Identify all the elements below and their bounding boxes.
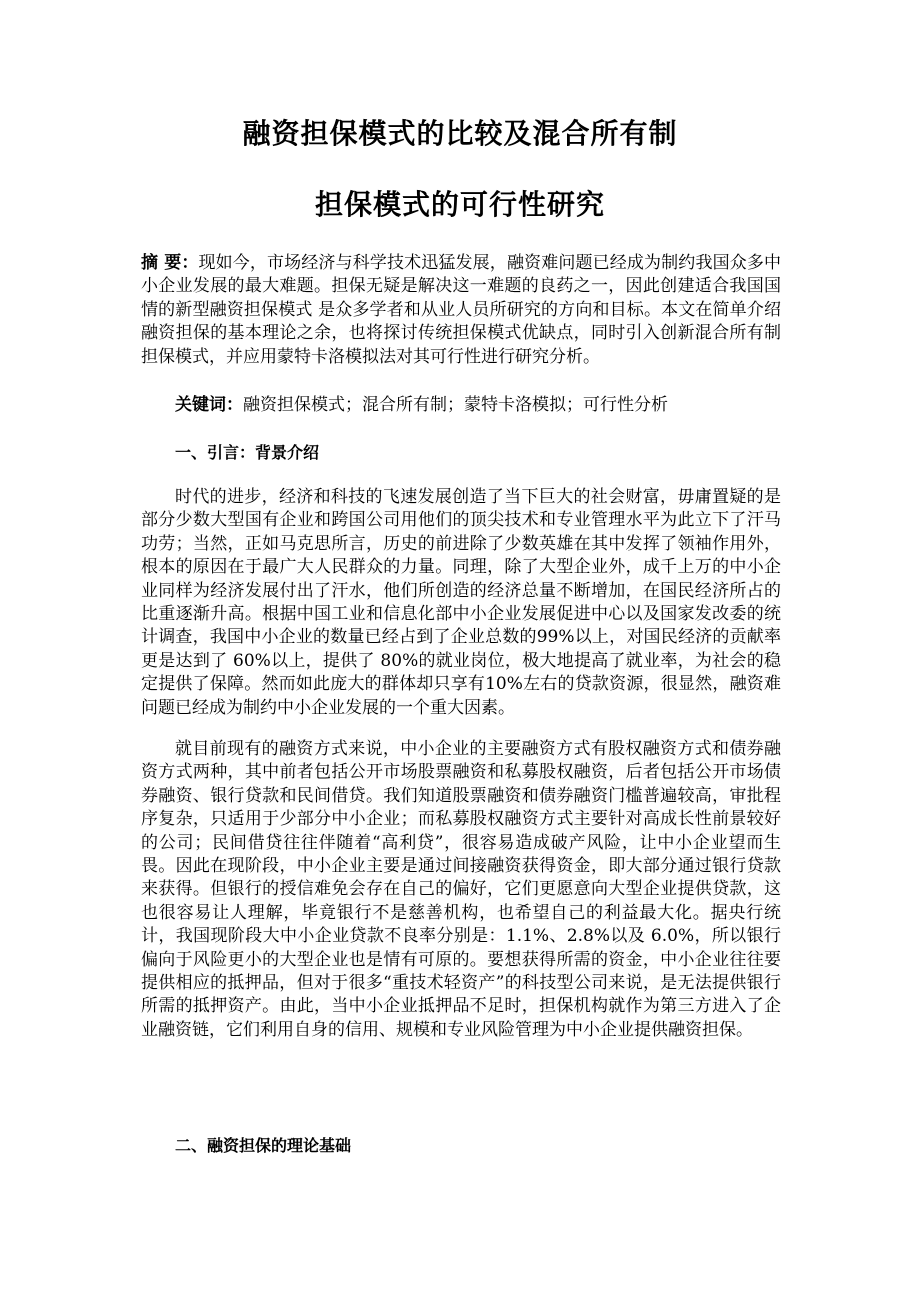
- section-1-paragraph-2: [141, 738, 781, 1042]
- abstract-label: 摘 要：: [141, 253, 199, 273]
- keywords-section: [141, 394, 781, 417]
- paragraph-text: 时代的进步，经济和科技的飞速发展创造了当下巨大的社会财富，毋庸置疑的是部分少数大型国有企业和跨国公司用他们的顶尖技术和专业管理水平为此立下了汗马功劳；当然，正如马克思所言，历史的前进除了少数英雄在其中发挥了领袖作用外，根本的原因在于最广大人民群众的力量。同理，除了大型企业外，成千上万的中小企业同样为经济发展付出了汗水，他们所创造的经济总量不断增加，在国民经济所占的比重逐渐升高。根据中国工业和信息化部中小企业发展促进中心以及国家发改委的统计调查，我国中小企业的数量已经占到了企业总数的99%以上，对国民经济的贡献率更是达到了 60%以上，提供了 80%的就业岗位，极大地提高了就业率，为社会的稳定提供了保障。然而如此庞大的群体却只享有10%左右的贷款资源，很显然，融资难问题已经成为制约中小企业发展的一个重大因素。: [141, 487, 781, 718]
- paragraph-text: 就目前现有的融资方式来说，中小企业的主要融资方式有股权融资方式和债券融资方式两种，其中前者包括公开市场股票融资和私募股权融资，后者包括公开市场债券融资、银行贷款和民间借贷。我们知道股票融资和债券融资门槛普遍较高，审批程序复杂，只适用于少部分中小企业；而私募股权融资方式主要针对高成长性前景较好的公司；民间借贷往往伴随着“高利贷”，很容易造成破产风险，让中小企业望而生畏。因此在现阶段，中小企业主要是通过间接融资获得资金，即大部分通过银行贷款来获得。但银行的授信难免会存在自己的偏好，它们更愿意向大型企业提供贷款，这也很容易让人理解，毕竟银行不是慈善机构，也希望自己的利益最大化。据央行统计，我国现阶段大中小企业贷款不良率分别是：1.1%、2.8%以及 6.0%，所以银行偏向于风险更小的大型企业也是情有可原的。要想获得所需的资金，中小企业往往要提供相应的抵押品，但对于很多“重技术轻资产”的科技型公司来说，是无法提供银行所需的抵押资产。由此，当中小企业抵押品不足时，担保机构就作为第三方进入了企业融资链，它们利用自身的信用、规模和专业风险管理为中小企业提供融资担保。: [141, 739, 781, 1040]
- abstract-text: 现如今，市场经济与科学技术迅猛发展，融资难问题已经成为制约我国众多中小企业发展的最大难题。担保无疑是解决这一难题的良药之一，因此创建适合我国国情的新型融资担保模式 是众多学者和从业人员所研究的方向和目标。本文在简单介绍融资担保的基本理论之余，也将探讨传统担保模式优缺点，同时引入创新混合所有制担保模式，并应用蒙特卡洛模拟法对其可行性进行研究分析。: [141, 253, 781, 367]
- section-1-heading: 一、引言：背景介绍: [175, 443, 320, 462]
- keywords-text: 融资担保模式；混合所有制；蒙特卡洛模拟；可行性分析: [243, 395, 668, 415]
- document-title-line-1: 融资担保模式的比较及混合所有制: [242, 117, 678, 150]
- section-1-paragraph-1: [141, 486, 781, 720]
- section-2-heading: 二、融资担保的理论基础: [175, 1136, 352, 1155]
- abstract-section: [141, 252, 781, 369]
- keywords-label: 关键词：: [175, 395, 243, 415]
- document-title-line-2: 担保模式的可行性研究: [314, 188, 605, 221]
